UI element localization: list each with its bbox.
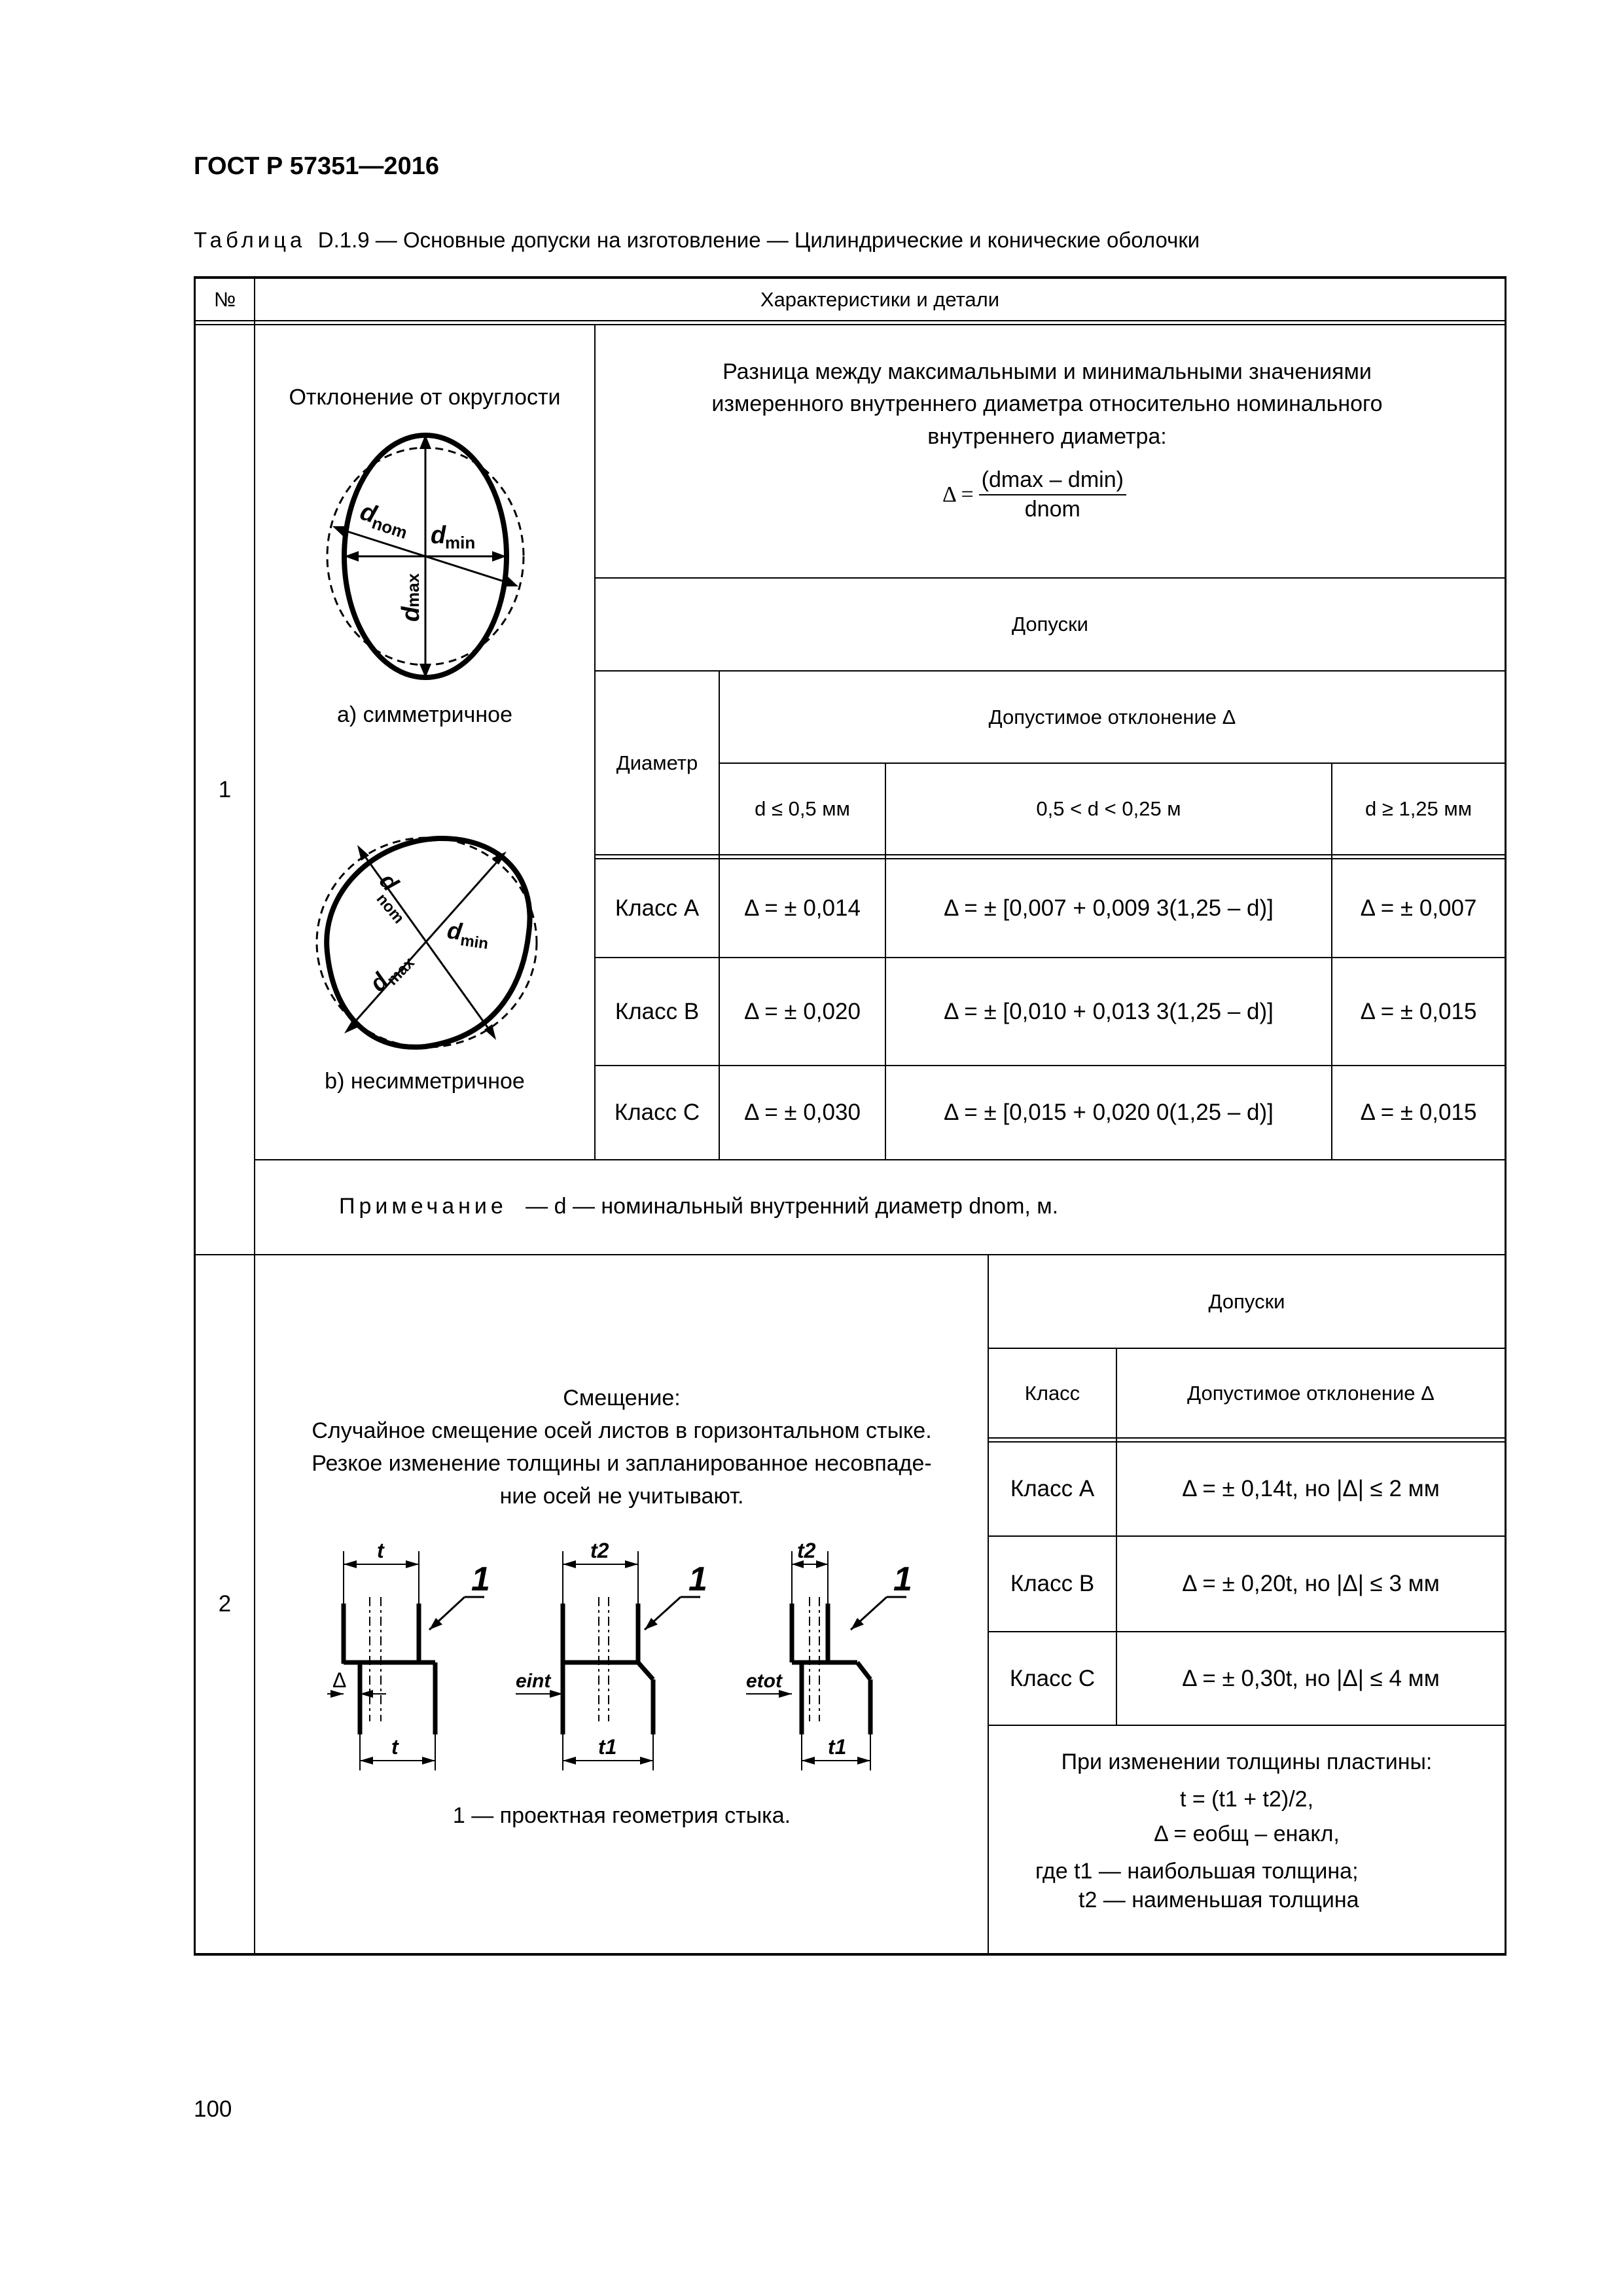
standard-designation: ГОСТ Р 57351—2016 xyxy=(194,152,439,180)
fig3-t2: t2 xyxy=(797,1539,816,1562)
fig2-t1: t1 xyxy=(598,1735,617,1759)
class-header: Класс xyxy=(1024,1381,1080,1405)
class-c-label: Класс С xyxy=(614,1100,700,1125)
d-nom-sub-b: nom xyxy=(372,890,408,927)
class-a-small: Δ = ± 0,014 xyxy=(744,895,861,921)
column-header-details: Характеристики и детали xyxy=(760,287,1000,311)
joint-figure-etot xyxy=(746,1539,912,1770)
table-caption xyxy=(194,228,1200,253)
fig3-etot: etot xyxy=(746,1670,782,1692)
class-a-large: Δ = ± 0,007 xyxy=(1360,895,1477,921)
ovality-formula xyxy=(942,467,1126,522)
offset-desc-1: Случайное смещение осей листов в горизонтальном стыке. xyxy=(312,1418,932,1443)
column-header-number: № xyxy=(213,287,236,311)
formula-denominator: dnom xyxy=(1024,497,1080,522)
fig2-t2: t2 xyxy=(590,1539,609,1562)
fig3-label-1: 1 xyxy=(893,1560,912,1598)
fig1-t-top: t xyxy=(377,1539,384,1562)
class-a-medium: Δ = ± [0,007 + 0,009 3(1,25 – d)] xyxy=(944,895,1274,921)
offset-class-a-value: Δ = ± 0,14t, но |Δ| ≤ 2 мм xyxy=(1182,1476,1440,1501)
figure-b-caption: b) несимметричное xyxy=(325,1069,525,1094)
offset-title: Смещение: xyxy=(563,1386,681,1410)
d-max-label-a: d xyxy=(397,606,425,622)
class-b-small: Δ = ± 0,020 xyxy=(744,998,861,1024)
row-number-1: 1 xyxy=(218,776,232,802)
offset-class-a-label: Класс А xyxy=(1010,1476,1095,1501)
allowed-deviation-header-1: Допустимое отклонение Δ xyxy=(988,705,1236,728)
fig2-label-1: 1 xyxy=(688,1560,707,1598)
formula-numerator: (dmax – dmin) xyxy=(979,467,1126,495)
range-large: d ≥ 1,25 мм xyxy=(1364,797,1472,820)
note-text: — d — номинальный внутренний диаметр dnom, м. xyxy=(526,1194,1059,1219)
class-b-label: Класс В xyxy=(615,998,700,1024)
symmetric-ovality-figure xyxy=(308,425,543,687)
caption-prefix: Таблица xyxy=(194,228,306,252)
offset-class-b-label: Класс В xyxy=(1010,1571,1095,1596)
d-min-sub-a: min xyxy=(445,533,476,552)
offset-desc-2: Резкое изменение толщины и запланированное несовпаде- xyxy=(312,1451,932,1476)
figure-a-caption: a) симметричное xyxy=(337,702,512,727)
row1-note xyxy=(339,1194,1058,1219)
joint-figure-eint xyxy=(516,1539,707,1770)
plate-title: При изменении толщины пластины: xyxy=(1061,1749,1433,1774)
d-nom-sub-a: nom xyxy=(369,512,410,543)
formula-lhs: Δ = xyxy=(942,482,974,507)
fig1-label-1: 1 xyxy=(471,1560,490,1598)
offset-class-c-label: Класс С xyxy=(1009,1665,1096,1691)
tolerances-header-2: Допуски xyxy=(1208,1289,1285,1313)
class-a-label: Класс А xyxy=(615,895,700,921)
d-max-sub-a: max xyxy=(403,573,423,607)
allowed-deviation-header-2: Допустимое отклонение Δ xyxy=(1187,1381,1435,1405)
tolerances-header-1: Допуски xyxy=(1012,613,1088,636)
fig1-delta: Δ xyxy=(332,1668,347,1692)
class-c-large: Δ = ± 0,015 xyxy=(1360,1100,1477,1125)
fig2-eint: eint xyxy=(516,1670,551,1692)
formula-fraction xyxy=(979,467,1126,522)
plate-where-1: где t1 — наибольшая толщина; xyxy=(1035,1859,1359,1884)
diameter-header: Диаметр xyxy=(616,751,698,774)
d-max-label-b: d xyxy=(364,967,394,997)
d-min-label-a: d xyxy=(431,522,446,549)
offset-desc-3: ние осей не учитывают. xyxy=(499,1484,744,1509)
feature-title: Отклонение от округлости xyxy=(289,385,561,410)
range-medium: 0,5 < d < 0,25 м xyxy=(1036,797,1181,820)
plate-formula-2: Δ = eобщ – eнакл, xyxy=(1154,1821,1340,1846)
fig3-t1: t1 xyxy=(828,1735,847,1759)
offset-class-b-value: Δ = ± 0,20t, но |Δ| ≤ 3 мм xyxy=(1182,1571,1440,1596)
range-small: d ≤ 0,5 мм xyxy=(755,797,850,820)
plate-formula-1: t = (t1 + t2)/2, xyxy=(1179,1787,1314,1812)
ovality-description: Разница между максимальными и минимальными значениями измеренного внутреннего диаметра относительно номинального внутреннего диаметра: xyxy=(711,359,1383,449)
d-min-sub-b: min xyxy=(459,931,490,953)
class-b-large: Δ = ± 0,015 xyxy=(1360,998,1477,1024)
d-max-sub-b: max xyxy=(383,954,418,989)
joint-figure-offset xyxy=(327,1539,490,1770)
row-number-2: 2 xyxy=(218,1591,232,1617)
joint-geometry-figures xyxy=(308,1525,962,1787)
page-number: 100 xyxy=(194,2096,232,2122)
d-nom-label-a: d xyxy=(357,497,380,529)
class-c-small: Δ = ± 0,030 xyxy=(744,1100,861,1125)
offset-class-c-value: Δ = ± 0,30t, но |Δ| ≤ 4 мм xyxy=(1182,1665,1440,1691)
fig1-t-bottom: t xyxy=(391,1735,399,1759)
d-nom-label-b: d xyxy=(374,867,404,896)
class-b-medium: Δ = ± [0,010 + 0,013 3(1,25 – d)] xyxy=(944,998,1274,1024)
caption-number: D.1.9 xyxy=(317,228,370,252)
caption-dash: — xyxy=(375,228,397,252)
caption-title: Основные допуски на изготовление — Цилиндрические и конические оболочки xyxy=(402,228,1200,252)
class-c-medium: Δ = ± [0,015 + 0,020 0(1,25 – d)] xyxy=(944,1100,1274,1125)
d-min-label-b: d xyxy=(445,916,464,945)
asymmetric-ovality-figure xyxy=(301,821,550,1064)
joint-figure-caption: 1 — проектная геометрия стыка. xyxy=(452,1803,791,1828)
plate-where-2: t2 — наименьшая толщина xyxy=(1079,1888,1359,1912)
note-prefix: Примечание xyxy=(339,1194,507,1219)
